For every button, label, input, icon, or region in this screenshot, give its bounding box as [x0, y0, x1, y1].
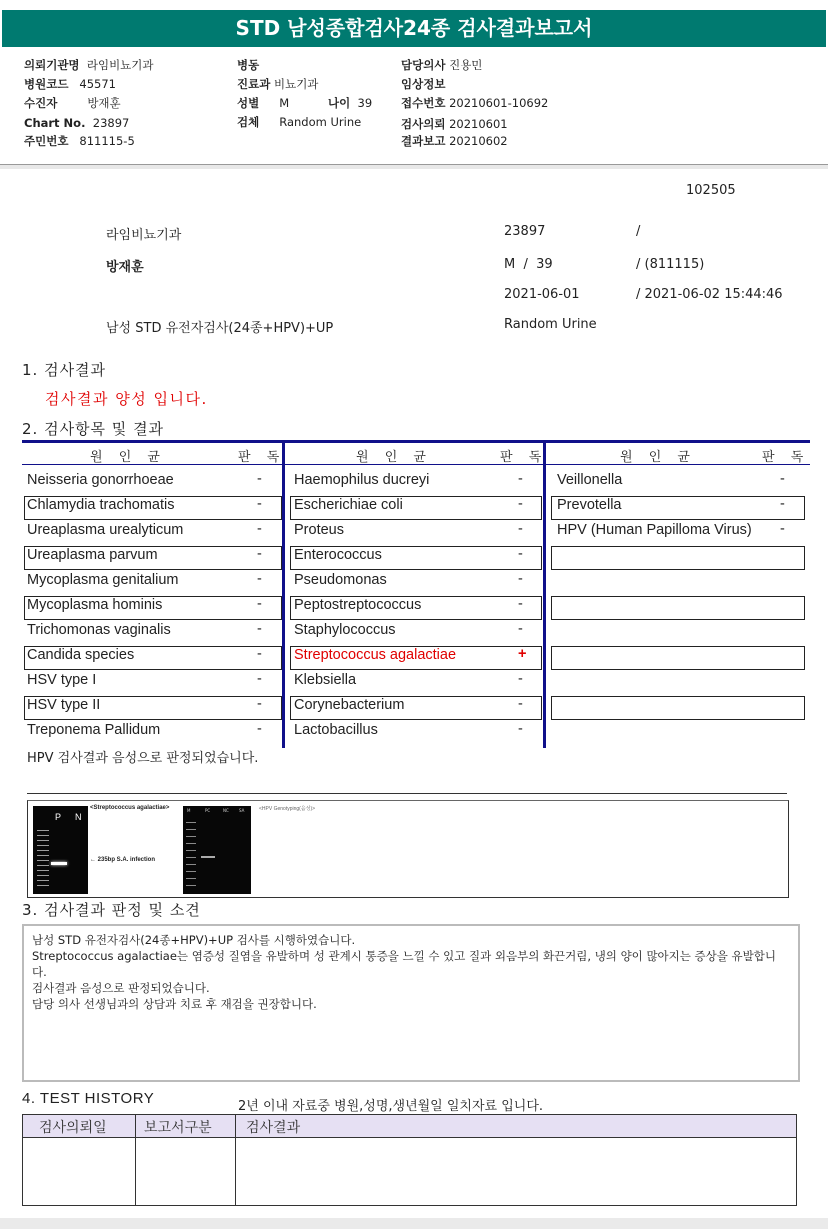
section1-title: 1. 검사결과 — [22, 361, 107, 379]
gel-lane2-nc: NC — [223, 808, 229, 813]
gel-image-hpv — [183, 806, 251, 894]
organism-name: Peptostreptococcus — [294, 597, 422, 613]
history-note: 2년 이내 자료중 병원,성명,생년월일 일치자료 입니다. — [238, 1099, 544, 1114]
gel-band-positive — [51, 862, 67, 865]
gel-lane-p: P — [55, 812, 62, 822]
report-title: STD 남성종합검사24종 검사결과보고서 — [2, 10, 826, 47]
history-table — [22, 1114, 797, 1206]
organism-name: Proteus — [294, 522, 344, 538]
organism-name: HSV type I — [27, 672, 97, 688]
organism-result: - — [257, 721, 262, 737]
organism-result: - — [257, 496, 262, 512]
organism-result: - — [518, 521, 523, 537]
col2-organism-header: 원 인 균 — [356, 450, 432, 465]
organism-result: - — [518, 496, 523, 512]
history-col-divider — [135, 1115, 136, 1205]
header-dept: 진료과 비뇨기과 — [237, 77, 319, 91]
page-footer-band — [0, 1218, 828, 1229]
table-divider-2 — [543, 443, 546, 748]
result-row-box — [551, 646, 805, 670]
summary-sex-age: M / 39 — [504, 257, 553, 272]
organism-result: - — [780, 496, 785, 512]
opinion-line: 검사결과 음성으로 판정되었습니다. — [32, 981, 210, 995]
organism-result: - — [780, 521, 785, 537]
organism-name: Treponema Pallidum — [27, 722, 161, 738]
organism-result: - — [257, 696, 262, 712]
header-clinical: 임상정보 — [401, 77, 446, 91]
col3-organism-header: 원 인 균 — [620, 450, 696, 465]
hpv-note: HPV 검사결과 음성으로 판정되었습니다. — [27, 751, 259, 766]
organism-name: Ureaplasma parvum — [27, 547, 158, 563]
history-col-result: 검사결과 — [246, 1120, 301, 1136]
organism-result: - — [780, 471, 785, 487]
organism-result: - — [518, 596, 523, 612]
header-sex: 성별 M — [237, 96, 290, 110]
organism-name: Staphylococcus — [294, 622, 396, 638]
organism-name: Klebsiella — [294, 672, 357, 688]
organism-name: Ureaplasma urealyticum — [27, 522, 184, 538]
summary-test-name: 남성 STD 유전자검사(24종+HPV)+UP — [106, 321, 334, 336]
organism-result: - — [518, 696, 523, 712]
organism-result: - — [257, 671, 262, 687]
organism-result: - — [257, 596, 262, 612]
summary-birth: / (811115) — [636, 257, 705, 272]
gel-image-sa — [33, 806, 88, 894]
organism-name: Candida species — [27, 647, 135, 663]
positive-message: 검사결과 양성 입니다. — [45, 390, 208, 408]
header-divider-shadow — [0, 165, 828, 169]
summary-institution: 라임비뇨기과 — [106, 228, 182, 243]
header-request-date: 검사의뢰 20210601 — [401, 117, 508, 131]
organism-result: - — [257, 546, 262, 562]
col1-organism-header: 원 인 균 — [90, 450, 166, 465]
gel-ladder — [37, 826, 49, 888]
organism-name: Veillonella — [557, 472, 623, 488]
gel-caption: <Streptococcus agalactiae> — [90, 805, 170, 811]
section2-title: 2. 검사항목 및 결과 — [22, 420, 165, 438]
organism-result: - — [257, 621, 262, 637]
summary-chart-no: 23897 — [504, 224, 546, 239]
history-col-report-type: 보고서구분 — [144, 1120, 212, 1136]
table-divider-1 — [282, 443, 285, 748]
result-row-box — [551, 546, 805, 570]
summary-patient: 방재훈 — [106, 260, 144, 275]
result-row-box — [551, 596, 805, 620]
opinion-line: 남성 STD 유전자검사(24종+HPV)+UP 검사를 시행하였습니다. — [32, 933, 356, 947]
section3-title: 3. 검사결과 판정 및 소견 — [22, 901, 201, 919]
header-age: 나이 39 — [328, 96, 373, 110]
report-code: 102505 — [686, 183, 736, 198]
organism-name: HPV (Human Papilloma Virus) — [557, 522, 752, 538]
organism-result: - — [518, 721, 523, 737]
organism-result: - — [518, 546, 523, 562]
summary-request-date: 2021-06-01 — [504, 287, 580, 302]
organism-name: Prevotella — [557, 497, 622, 513]
organism-result: - — [257, 646, 262, 662]
gel-lane-n: N — [75, 812, 82, 822]
organism-result: - — [518, 621, 523, 637]
gel-top-rule — [27, 793, 787, 794]
organism-name: HSV type II — [27, 697, 101, 713]
organism-name: Escherichiae coli — [294, 497, 403, 513]
table-top-rule — [22, 440, 810, 443]
opinion-line: 담당 의사 선생님과의 상담과 치료 후 재검을 권장합니다. — [32, 997, 317, 1011]
gel-hpv-caption: <HPV Genotyping(음성)> — [259, 806, 316, 812]
header-institution: 의뢰기관명 라임비뇨기과 — [24, 58, 154, 72]
history-col-request-date: 검사의뢰일 — [39, 1120, 107, 1136]
header-report-date: 결과보고 20210602 — [401, 134, 508, 148]
section4-title: 4. TEST HISTORY — [22, 1090, 155, 1107]
result-row-box — [551, 696, 805, 720]
organism-name: Enterococcus — [294, 547, 382, 563]
organism-result: - — [518, 571, 523, 587]
organism-name: Trichomonas vaginalis — [27, 622, 171, 638]
organism-name: Haemophilus ducreyi — [294, 472, 430, 488]
header-hospital-code: 병원코드 45571 — [24, 77, 116, 91]
organism-name: Chlamydia trachomatis — [27, 497, 175, 513]
gel-lane2-sa: SA — [239, 808, 245, 813]
organism-name: Mycoplasma genitalium — [27, 572, 179, 588]
organism-result: - — [257, 471, 262, 487]
history-col-divider — [235, 1115, 236, 1205]
header-patient: 수진자 방재훈 — [24, 96, 121, 110]
organism-name: Mycoplasma hominis — [27, 597, 163, 613]
header-chart-no: Chart No. 23897 — [24, 116, 130, 130]
col3-judgement-header: 판 독 — [762, 450, 810, 465]
organism-name: Lactobacillus — [294, 722, 378, 738]
header-ward: 병동 — [237, 58, 260, 72]
header-doctor: 담당의사 진용민 — [401, 58, 483, 72]
organism-name: Neisseria gonorrhoeae — [27, 472, 174, 488]
header-specimen: 검체 Random Urine — [237, 115, 362, 129]
history-table-header — [23, 1115, 796, 1138]
gel-lane2-pc: PC — [205, 808, 211, 813]
header-resident-no: 주민번호 811115-5 — [24, 134, 135, 148]
opinion-box — [22, 924, 800, 1082]
summary-specimen: Random Urine — [504, 317, 597, 332]
col2-judgement-header: 판 독 — [500, 450, 548, 465]
organism-name: Streptococcus agalactiae — [294, 647, 457, 663]
gel-lane2-m: M — [187, 808, 191, 813]
gel-image-panel — [27, 800, 789, 898]
organism-result: + — [518, 646, 527, 662]
summary-report-datetime: / 2021-06-02 15:44:46 — [636, 287, 783, 302]
organism-result: - — [518, 471, 523, 487]
organism-result: - — [257, 521, 262, 537]
organism-result: - — [518, 671, 523, 687]
summary-slash: / — [636, 224, 641, 239]
gel-band-pc — [201, 856, 215, 858]
col1-judgement-header: 판 독 — [238, 450, 286, 465]
organism-name: Pseudomonas — [294, 572, 387, 588]
gel-band-label: ← 235bp S.A. infection — [90, 857, 156, 863]
gel-ladder-2 — [186, 816, 196, 890]
opinion-line: Streptococcus agalactiae는 염증성 질염을 유발하며 성 관계시 통증을 느낄 수 있고 질과 외음부의 화끈거림, 냉의 양이 많아지는 증상을 유발합니다. — [32, 949, 776, 979]
header-receipt-no: 접수번호 20210601-10692 — [401, 96, 549, 110]
organism-result: - — [257, 571, 262, 587]
organism-name: Corynebacterium — [294, 697, 405, 713]
